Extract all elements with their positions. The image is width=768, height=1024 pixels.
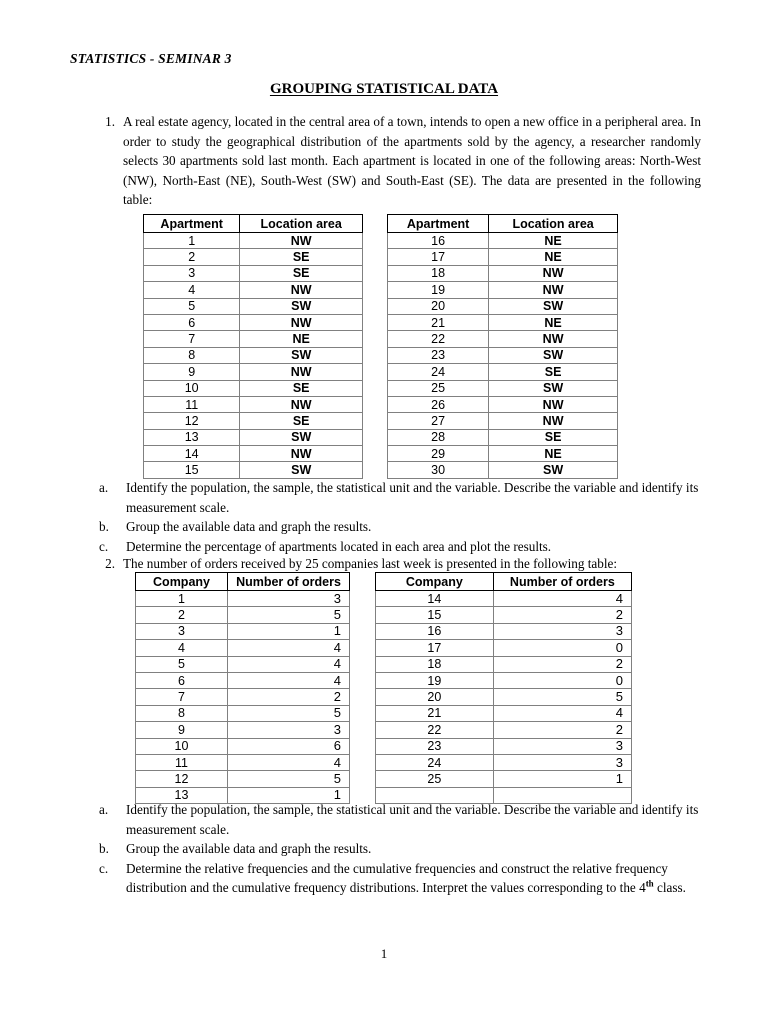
number-of-orders-cell: 5 [228,607,350,623]
company-table-left-body [136,591,350,804]
table-header-row [144,215,363,233]
location-area-cell: SE [240,380,363,396]
number-of-orders-cell: 3 [493,738,631,754]
table-row [136,672,350,688]
subitem-text: Group the available data and graph the results. [126,519,372,535]
subitem-a [93,800,701,839]
apartment-number-cell: 15 [144,462,240,478]
company-number-cell: 12 [136,771,228,787]
number-of-orders-cell: 1 [228,787,350,803]
ordinal-suffix: th [645,878,654,889]
subitem-c [93,859,701,898]
apartment-number-cell: 26 [388,396,489,412]
table-row [376,640,632,656]
question-1-subitems [93,478,701,556]
table-row [376,591,632,607]
table-row [388,364,618,380]
number-of-orders-cell: 2 [493,722,631,738]
location-area-cell: NE [489,249,618,265]
number-of-orders-cell: 4 [493,591,631,607]
company-number-cell: 2 [136,607,228,623]
subitem-a [93,478,701,517]
table-row [388,298,618,314]
number-of-orders-cell: 4 [228,754,350,770]
table-header-row [376,573,632,591]
location-area-cell: NW [489,265,618,281]
question-1-block [93,112,701,210]
subitem-label: a. [99,802,109,817]
number-of-orders-cell: 4 [228,656,350,672]
table-row [144,249,363,265]
apartment-number-cell: 6 [144,314,240,330]
column-header-company: Company [376,573,494,591]
table-row [144,265,363,281]
company-number-cell: 4 [136,640,228,656]
table-row [136,722,350,738]
column-header-location-area: Location area [489,215,618,233]
number-of-orders-cell: 4 [493,705,631,721]
table-row [136,607,350,623]
apartment-number-cell: 23 [388,347,489,363]
table-row [136,689,350,705]
location-area-cell: NE [489,314,618,330]
column-header-number-of-orders: Number of orders [228,573,350,591]
number-of-orders-cell: 2 [228,689,350,705]
location-area-cell: NW [489,413,618,429]
location-area-cell: SW [489,380,618,396]
subitem-text [126,859,701,898]
table-row [376,705,632,721]
table-row [388,446,618,462]
location-area-cell: NE [240,331,363,347]
location-area-cell: SW [240,462,363,478]
location-area-cell: NE [489,233,618,249]
table-row [144,462,363,478]
company-number-cell: 8 [136,705,228,721]
location-area-cell: SW [489,462,618,478]
page-number: 1 [380,946,388,961]
number-of-orders-cell: 6 [228,738,350,754]
company-number-cell: 25 [376,771,494,787]
question-2-number: 2. [105,556,115,571]
page-title [0,81,768,98]
table-row [136,623,350,639]
question-2-subitems [93,800,701,898]
number-of-orders-cell: 0 [493,672,631,688]
table-row [376,754,632,770]
apartment-number-cell: 14 [144,446,240,462]
course-header: STATISTICS - SEMINAR 3 [70,51,232,66]
apartment-number-cell: 28 [388,429,489,445]
location-area-cell: NW [240,364,363,380]
apartment-number-cell: 11 [144,396,240,412]
column-header-company: Company [136,573,228,591]
location-area-cell: NW [240,396,363,412]
table-row [136,705,350,721]
table-row [376,738,632,754]
location-area-cell: SE [489,364,618,380]
apartment-number-cell: 22 [388,331,489,347]
location-area-cell: NW [240,446,363,462]
table-row [376,722,632,738]
table-row [376,623,632,639]
table-row [144,347,363,363]
table-row [144,413,363,429]
apartment-table-left-body [144,233,363,479]
subitem-label: b. [99,841,109,857]
location-area-cell: NE [489,446,618,462]
location-area-cell: SE [240,265,363,281]
apartment-number-cell: 9 [144,364,240,380]
apartment-number-cell: 7 [144,331,240,347]
table-row [144,282,363,298]
company-number-cell: 20 [376,689,494,705]
location-area-cell: SW [240,298,363,314]
apartment-number-cell: 8 [144,347,240,363]
table-row [388,282,618,298]
location-area-cell: NW [489,331,618,347]
apartment-table-right [387,214,618,479]
table-row [136,754,350,770]
location-area-cell: SE [240,413,363,429]
apartment-number-cell: 27 [388,413,489,429]
location-area-cell: NW [489,396,618,412]
table-row [376,689,632,705]
subitem-b [93,517,701,537]
company-number-cell: 9 [136,722,228,738]
table-row [136,656,350,672]
company-number-cell: 13 [136,787,228,803]
column-header-number-of-orders: Number of orders [493,573,631,591]
number-of-orders-cell: 4 [228,640,350,656]
company-table-left [135,572,350,804]
subitem-text: Group the available data and graph the results. [126,841,372,857]
table-row [388,429,618,445]
subitem-text-part-1: Determine the relative frequencies and the cumulative frequencies and construct the relative frequency distribution and the cumulative frequency distributions. Interpret the values corresponding to the 4 [126,860,668,896]
table-row [376,607,632,623]
apartment-number-cell: 13 [144,429,240,445]
apartment-number-cell: 25 [388,380,489,396]
table-row [144,380,363,396]
apartment-number-cell: 5 [144,298,240,314]
number-of-orders-cell: 5 [493,689,631,705]
question-2-block [93,554,701,574]
company-number-cell: 18 [376,656,494,672]
number-of-orders-cell: 3 [228,722,350,738]
subitem-label: c. [99,860,109,876]
company-number-cell: 22 [376,722,494,738]
subitem-text: Identify the population, the sample, the statistical unit and the variable. Describe the variable and identify its measurement scale. [126,480,699,515]
table-row [136,640,350,656]
apartment-table-left [143,214,363,479]
company-number-cell: 14 [376,591,494,607]
apartment-number-cell: 17 [388,249,489,265]
table-row [144,364,363,380]
subitem-label: a. [99,480,109,495]
table-row [388,265,618,281]
column-header-apartment: Apartment [144,215,240,233]
subitem-text: Determine the percentage of apartments located in each area and plot the results. [126,538,552,554]
question-1-number: 1. [105,114,115,129]
table-header-row [136,573,350,591]
apartment-number-cell: 1 [144,233,240,249]
apartment-number-cell: 30 [388,462,489,478]
apartment-number-cell: 3 [144,265,240,281]
location-area-cell: NW [240,314,363,330]
company-table-right-body [376,591,632,804]
company-number-cell: 10 [136,738,228,754]
location-area-cell: SW [489,298,618,314]
number-of-orders-cell: 0 [493,640,631,656]
company-number-cell: 7 [136,689,228,705]
location-area-cell: SE [489,429,618,445]
page-title-text: GROUPING STATISTICAL DATA [269,81,499,97]
company-number-cell: 5 [136,656,228,672]
table-row [388,347,618,363]
table-row [144,331,363,347]
number-of-orders-cell: 4 [228,672,350,688]
apartment-table-right-body [388,233,618,479]
column-header-apartment: Apartment [388,215,489,233]
number-of-orders-cell: 1 [228,623,350,639]
company-number-cell: 19 [376,672,494,688]
company-number-cell: 3 [136,623,228,639]
apartment-number-cell: 4 [144,282,240,298]
table-row [388,331,618,347]
table-row [136,771,350,787]
subitem-label: c. [99,538,109,554]
location-area-cell: NW [489,282,618,298]
table-row [136,738,350,754]
apartment-number-cell: 12 [144,413,240,429]
table-row [388,249,618,265]
table-row [388,413,618,429]
subitem-label: b. [99,519,109,535]
company-table-right [375,572,632,804]
number-of-orders-cell: 2 [493,656,631,672]
table-row [144,314,363,330]
table-row [144,446,363,462]
subitem-b [93,839,701,859]
apartment-number-cell: 29 [388,446,489,462]
subitem-text: Identify the population, the sample, the statistical unit and the variable. Describe the variable and identify its measurement scale. [126,802,699,837]
table-row [144,298,363,314]
number-of-orders-cell: 5 [228,771,350,787]
company-number-cell: 15 [376,607,494,623]
location-area-cell: NW [240,233,363,249]
location-area-cell: SW [240,347,363,363]
apartment-number-cell: 21 [388,314,489,330]
company-number-cell: 11 [136,754,228,770]
company-number-cell: 23 [376,738,494,754]
location-area-cell: SW [240,429,363,445]
table-row [144,396,363,412]
apartment-number-cell: 24 [388,364,489,380]
number-of-orders-cell: 5 [228,705,350,721]
number-of-orders-cell: 3 [228,591,350,607]
table-row [388,462,618,478]
apartment-number-cell: 16 [388,233,489,249]
apartment-number-cell: 20 [388,298,489,314]
table-row [388,314,618,330]
table-row [376,672,632,688]
company-number-cell: 16 [376,623,494,639]
apartment-number-cell: 18 [388,265,489,281]
question-2-text: The number of orders received by 25 companies last week is presented in the following table: [123,556,618,571]
company-number-cell: 1 [136,591,228,607]
table-header-row [388,215,618,233]
table-row [376,656,632,672]
apartment-number-cell: 10 [144,380,240,396]
number-of-orders-cell: 3 [493,623,631,639]
location-area-cell: SW [489,347,618,363]
column-header-location-area: Location area [240,215,363,233]
company-number-cell: 17 [376,640,494,656]
number-of-orders-cell: 2 [493,607,631,623]
question-1-text: A real estate agency, located in the central area of a town, intends to open a new office in a peripheral area. In order to study the geographical distribution of the apartments sold by the agency, a researcher randomly selects 30 apartments sold last month. Each apartment is located in one of the following areas: North-West (NW), North-East (NE), South-West (SW) and South-East (SE). The data are presented in the following table: [123,114,701,208]
table-row [136,591,350,607]
table-row [376,771,632,787]
apartment-number-cell: 19 [388,282,489,298]
table-row [388,396,618,412]
number-of-orders-cell: 1 [493,771,631,787]
apartment-number-cell: 2 [144,249,240,265]
table-row [388,233,618,249]
location-area-cell: NW [240,282,363,298]
subitem-text-part-2: class. [653,880,686,896]
company-number-cell: 6 [136,672,228,688]
company-number-cell: 21 [376,705,494,721]
table-row [144,233,363,249]
company-number-cell: 24 [376,754,494,770]
number-of-orders-cell: 3 [493,754,631,770]
table-row [388,380,618,396]
table-row [144,429,363,445]
location-area-cell: SE [240,249,363,265]
